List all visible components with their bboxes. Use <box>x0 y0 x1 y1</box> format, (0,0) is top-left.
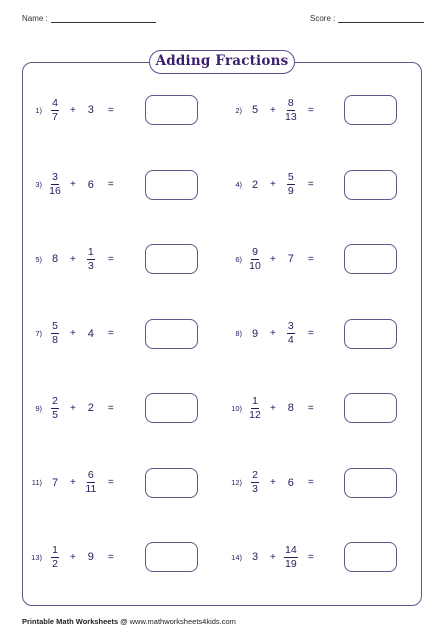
equals-sign: = <box>307 477 314 488</box>
denominator: 2 <box>52 557 58 570</box>
problem-number: 14) <box>231 552 242 562</box>
equals-sign: = <box>307 104 314 116</box>
numerator: 1 <box>52 543 58 556</box>
denominator: 3 <box>252 483 258 495</box>
answer-box-4[interactable] <box>344 170 397 200</box>
denominator: 4 <box>287 334 294 346</box>
problem-number: 8) <box>235 329 242 338</box>
denominator: 5 <box>52 408 58 421</box>
answer-box-1[interactable] <box>145 95 198 125</box>
numerator: 5 <box>287 171 294 183</box>
numerator: 5 <box>52 320 58 332</box>
numerator: 8 <box>287 96 294 109</box>
problem-number: 10) <box>231 403 242 413</box>
problem-number: 13) <box>31 552 42 562</box>
denominator: 12 <box>249 408 261 421</box>
whole-value: 7 <box>287 253 294 265</box>
numerator: 6 <box>87 469 94 481</box>
denominator: 8 <box>52 334 58 346</box>
fraction-stack <box>51 396 59 421</box>
fraction <box>284 98 298 123</box>
whole-value: 3 <box>251 551 259 563</box>
plus-sign: + <box>70 477 76 488</box>
fraction-stack <box>87 247 95 272</box>
whole-value: 3 <box>87 104 94 116</box>
whole-value: 8 <box>51 253 59 265</box>
whole-value: 5 <box>251 104 259 116</box>
answer-box-3[interactable] <box>145 170 198 200</box>
fraction-stack <box>248 396 262 421</box>
denominator: 7 <box>52 110 58 123</box>
score-field[interactable] <box>310 14 424 23</box>
answer-box-7[interactable] <box>145 319 198 349</box>
denominator: 10 <box>249 259 261 272</box>
fraction-stack <box>51 321 59 346</box>
equals-sign: = <box>107 551 114 563</box>
whole-value: 7 <box>51 476 59 489</box>
footer <box>22 617 236 626</box>
plus-sign: + <box>270 179 276 190</box>
numerator: 2 <box>252 469 258 481</box>
name-label: Name : <box>22 14 48 23</box>
plus-sign: + <box>270 328 276 339</box>
problem-number: 11) <box>31 478 42 487</box>
problem-number: 2) <box>235 105 242 115</box>
whole-number <box>248 328 262 340</box>
problem-number: 7) <box>35 329 42 338</box>
fraction <box>48 321 62 346</box>
problem-number: 6) <box>235 254 242 264</box>
footer-prefix: Printable Math Worksheets @ <box>22 617 128 626</box>
equals-sign: = <box>307 253 314 265</box>
whole-number <box>48 477 62 489</box>
equals-sign: = <box>107 253 114 265</box>
plus-sign: + <box>70 328 76 339</box>
numerator: 4 <box>52 96 58 109</box>
answer-box-5[interactable] <box>145 244 198 274</box>
whole-number <box>248 179 262 191</box>
footer-site: www.mathworksheets4kids.com <box>129 617 236 626</box>
plus-sign: + <box>270 477 276 488</box>
answer-box-12[interactable] <box>344 468 397 498</box>
equals-sign: = <box>107 104 114 116</box>
fraction <box>84 470 98 495</box>
denominator: 19 <box>285 557 297 570</box>
denominator: 3 <box>87 259 94 272</box>
plus-sign: + <box>270 551 276 563</box>
equals-sign: = <box>107 179 114 190</box>
plus-sign: + <box>70 253 76 265</box>
score-label: Score : <box>310 14 336 23</box>
answer-box-13[interactable] <box>145 542 198 572</box>
plus-sign: + <box>270 402 276 414</box>
problem-number: 12) <box>231 478 242 487</box>
fraction <box>284 321 298 346</box>
answer-box-11[interactable] <box>145 468 198 498</box>
whole-value: 9 <box>87 551 94 563</box>
name-field[interactable] <box>22 14 156 23</box>
fraction-stack <box>84 470 97 495</box>
whole-number <box>284 253 298 265</box>
fraction <box>84 247 98 272</box>
fraction <box>48 545 62 570</box>
plus-sign: + <box>70 104 76 116</box>
whole-number <box>48 253 62 265</box>
equals-sign: = <box>307 402 314 414</box>
whole-number <box>84 551 98 563</box>
plus-sign: + <box>270 253 276 265</box>
fraction-stack <box>287 321 295 346</box>
answer-box-10[interactable] <box>344 393 397 423</box>
numerator: 2 <box>52 394 58 407</box>
equals-sign: = <box>307 551 314 563</box>
whole-value: 6 <box>287 476 294 489</box>
plus-sign: + <box>70 179 76 190</box>
fraction-stack <box>284 98 298 123</box>
whole-number <box>248 104 262 116</box>
equals-sign: = <box>107 402 114 414</box>
fraction <box>48 172 62 197</box>
whole-value: 2 <box>251 178 259 191</box>
denominator: 16 <box>49 185 61 197</box>
answer-box-14[interactable] <box>344 542 397 572</box>
fraction-stack <box>287 172 295 197</box>
equals-sign: = <box>107 477 114 488</box>
whole-number <box>284 477 298 489</box>
answer-box-8[interactable] <box>344 319 397 349</box>
problem-number: 1) <box>35 105 42 115</box>
fraction-stack <box>51 545 59 570</box>
fraction <box>248 247 262 272</box>
whole-value: 4 <box>87 327 94 340</box>
numerator: 3 <box>287 320 294 332</box>
problem-number: 3) <box>35 180 42 189</box>
equals-sign: = <box>307 328 314 339</box>
fraction <box>248 396 262 421</box>
fraction <box>248 470 262 495</box>
whole-value: 9 <box>251 327 259 340</box>
whole-number <box>84 179 98 191</box>
denominator: 11 <box>85 483 97 495</box>
equals-sign: = <box>107 328 114 339</box>
problem-number: 9) <box>35 403 42 413</box>
worksheet-title: Adding Fractions <box>149 50 295 74</box>
answer-box-6[interactable] <box>344 244 397 274</box>
problem-number: 5) <box>35 254 42 264</box>
numerator: 1 <box>87 245 94 258</box>
fraction-stack <box>51 98 59 123</box>
fraction <box>284 172 298 197</box>
answer-box-9[interactable] <box>145 393 198 423</box>
problem-number: 4) <box>235 180 242 189</box>
whole-number <box>84 402 98 414</box>
denominator: 13 <box>285 110 297 123</box>
whole-number <box>284 402 298 414</box>
numerator: 1 <box>252 394 258 407</box>
whole-number <box>248 551 262 563</box>
numerator: 3 <box>52 171 58 183</box>
fraction-stack <box>284 545 298 570</box>
name-line[interactable] <box>51 14 156 23</box>
fraction-stack <box>248 247 262 272</box>
whole-number <box>84 328 98 340</box>
fraction-stack <box>251 470 259 495</box>
numerator: 14 <box>285 543 297 556</box>
answer-box-2[interactable] <box>344 95 397 125</box>
score-line[interactable] <box>338 14 424 23</box>
fraction <box>284 545 298 570</box>
whole-value: 8 <box>287 402 294 414</box>
denominator: 9 <box>287 185 294 197</box>
whole-value: 2 <box>87 402 94 414</box>
fraction <box>48 396 62 421</box>
plus-sign: + <box>70 551 76 563</box>
numerator: 9 <box>252 245 258 258</box>
whole-number <box>84 104 98 116</box>
plus-sign: + <box>270 104 276 116</box>
plus-sign: + <box>70 402 76 414</box>
fraction-stack <box>48 172 62 197</box>
whole-value: 6 <box>87 178 94 191</box>
equals-sign: = <box>307 179 314 190</box>
fraction <box>48 98 62 123</box>
